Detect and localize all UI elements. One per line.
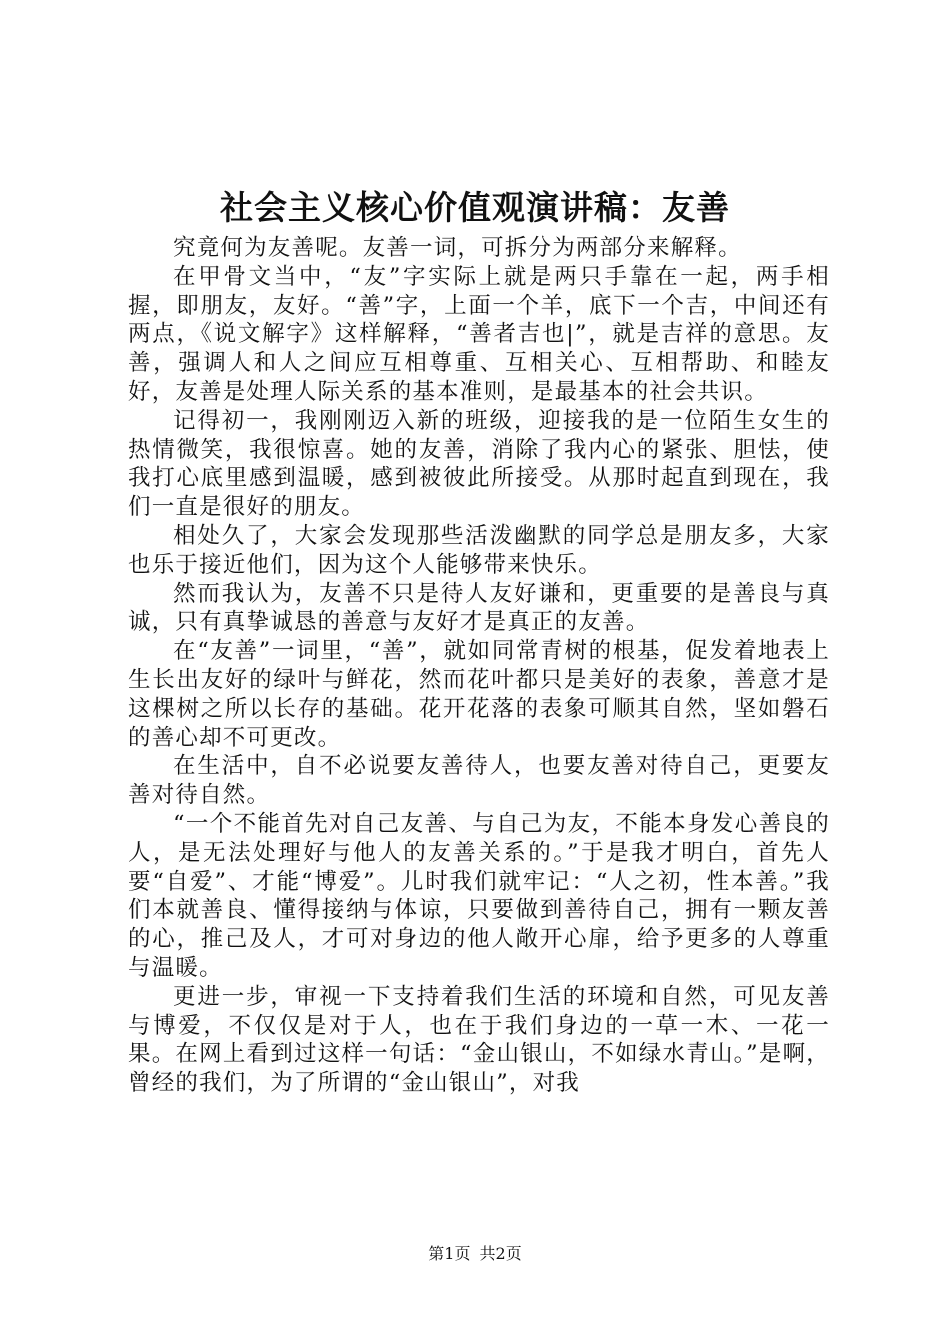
paragraph-4: 相处久了，大家会发现那些活泼幽默的同学总是朋友多，大家也乐于接近他们，因为这个人能够带来快乐。: [128, 522, 830, 578]
paragraph-8: “一个不能首先对自己友善、与自己为友，不能本身发心善良的人，是无法处理好与他人的友善关系的。”于是我才明白，首先人要“自爱”、才能“博爱”。儿时我们就牢记：“人之初，性本善。”我们本就善良、懂得接纳与体谅，只要做到善待自己，拥有一颗友善的心，推己及人，才可对身边的他人敞开心扉，给予更多的人尊重与温暖。: [128, 810, 830, 981]
paragraph-9: 更进一步，审视一下支持着我们生活的环境和自然，可见友善与博爱，不仅仅是对于人，也在于我们身边的一草一木、一花一果。在网上看到过这样一句话：“金山银山，不如绿水青山。”是啊，曾经的我们，为了所谓的“金山银山”，对我: [128, 983, 830, 1097]
document-title: 社会主义核心价值观演讲稿：友善: [220, 188, 730, 227]
paragraph-5: 然而我认为，友善不只是待人友好谦和，更重要的是善良与真诚，只有真挚诚恳的善意与友好才是真正的友善。: [128, 580, 830, 636]
page-number: 第1页: [428, 1244, 471, 1263]
paragraph-3: 记得初一，我刚刚迈入新的班级，迎接我的是一位陌生女生的热情微笑，我很惊喜。她的友善，消除了我内心的紧张、胆怯，使我打心底里感到温暖，感到被彼此所接受。从那时起直到现在，我们一直是很好的朋友。: [128, 407, 830, 521]
paragraph-1: 究竟何为友善呢。友善一词，可拆分为两部分来解释。: [173, 235, 742, 261]
page-total: 共2页: [479, 1244, 522, 1263]
paragraph-7: 在生活中，自不必说要友善待人，也要友善对待自己，更要友善对待自然。: [128, 753, 830, 809]
paragraph-6: 在“友善”一词里，“善”，就如同常青树的根基，促发着地表上生长出友好的绿叶与鲜花，然而花叶都只是美好的表象，善意才是这棵树之所以长存的基础。花开花落的表象可顺其自然，坚如磐石的善心却不可更改。: [128, 638, 830, 751]
paragraph-2: 在甲骨文当中，“友”字实际上就是两只手靠在一起，两手相握，即朋友，友好。“善”字，上面一个羊，底下一个吉，中间还有两点，《说文解字》这样解释，“善者吉也|”，就是吉祥的意思。友善，强调人和人之间应互相尊重、互相关心、互相帮助、和睦友好，友善是处理人际关系的基本准则，是最基本的社会共识。: [128, 263, 830, 405]
document-body: [128, 234, 830, 1098]
page-footer: [0, 1244, 950, 1264]
